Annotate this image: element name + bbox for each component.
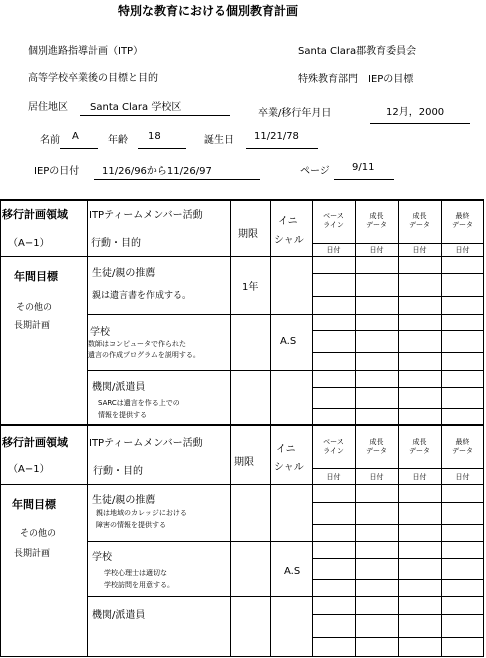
student-parent-title: 生徒/親の推薦 [92,495,156,506]
graduation-date-label: 卒業/移行年月日 [258,108,332,119]
school-title: 学校 [92,552,112,563]
goal-header: 行動・目的 [91,238,141,249]
annual-goal-label: 年間目標 [14,270,58,283]
iep-date-label: IEPの日付 [34,166,80,177]
district-value: Santa Clara 学校区 [90,102,182,113]
district-underline [80,115,230,116]
initial-header-line2: シャル [274,462,304,473]
other-long-term-line1: その他の [20,529,57,539]
deadline-header: 期限 [234,457,254,468]
post-graduation-goals-label: 高等学校卒業後の目標と目的 [28,73,158,84]
school-text-line2: 遺言の作成プログラムを説明する。 [88,351,200,359]
deadline-header: 期限 [238,229,258,240]
birth-date-label: 誕生日 [204,135,234,146]
age-label: 年齢 [108,135,128,146]
annual-goal-label: 年間目標 [12,498,56,511]
school-text-line1: 学校心理士は適切な [104,569,167,577]
student-parent-title: 生徒/親の推薦 [92,268,156,279]
graduation-date-underline [370,123,470,124]
initial-header-line1: イニ [276,444,296,455]
age-underline [138,148,186,149]
iep-date-value: 11/26/96から11/26/97 [102,166,212,177]
iep-date-underline [94,179,260,180]
final-header-line1: 最終 [455,438,470,446]
other-long-term-line2: 長期計画 [14,321,51,331]
student-parent-text-line1: 親は地域のカレッジにおける [96,509,187,517]
growth-header-line1: 成長 [369,438,384,446]
school-text-line1: 数師はコンピュータで作られた [88,340,186,348]
agency-title: 機関/派遣員 [92,610,146,621]
age-value: 18 [148,131,161,142]
baseline-header-line1: ベース [323,438,344,446]
name-value: A [72,131,79,142]
name-label: 名前 [40,135,60,146]
page-label: ページ [300,166,330,177]
growth-header-line1: 成長 [369,212,384,220]
agency-text-line1: SARCは遺言を作る上での [98,399,180,407]
date-header: 日付 [326,473,341,481]
page-underline [334,179,394,180]
area-header: 移行計画領域 [2,208,68,221]
growth2-header-line1: 成長 [412,212,427,220]
baseline-header-line2: ライン [323,447,344,455]
birth-date-value: 11/21/78 [254,131,299,142]
county-label: Santa Clara郡教育委員会 [298,46,417,57]
school-initial: A.S [284,566,301,577]
agency-text-line2: 情報を提供する [98,411,147,419]
activity-header: ITPティームメンバー活動 [89,438,203,449]
area-code: （A−1） [8,464,50,475]
date-header: 日付 [326,246,341,254]
final-header-line2: データ [452,447,473,455]
date-header: 日付 [412,246,427,254]
iep-goals-label: 特殊教育部門 IEPの目標 [298,74,414,85]
document-title: 特別な教育における個別教育計画 [118,4,299,18]
student-parent-text-line2: 障害の情報を提供する [96,521,166,529]
other-long-term-line1: その他の [16,303,53,313]
school-initial: A.S [280,336,297,347]
area-header: 移行計画領域 [2,436,68,449]
district-label: 居住地区 [28,102,68,113]
deadline-value: 1年 [242,282,259,293]
date-header: 日付 [369,473,384,481]
page-value: 9/11 [352,162,375,173]
baseline-header-line2: ライン [323,221,344,229]
goal-header: 行動・目的 [93,466,143,477]
student-parent-text: 親は遺言書を作成する。 [92,291,192,301]
itp-label: 個別進路指導計画（ITP） [28,46,144,57]
area-code: （A−1） [8,238,50,249]
initial-header-line1: イニ [278,216,298,227]
date-header: 日付 [412,473,427,481]
name-underline [60,148,98,149]
baseline-header-line1: ベース [323,212,344,220]
final-header-line2: データ [452,221,473,229]
other-long-term-line2: 長期計画 [14,549,51,559]
graduation-date-value: 12月，2000 [386,107,445,118]
birth-date-underline [246,148,318,149]
date-header: 日付 [369,246,384,254]
date-header: 日付 [455,473,470,481]
growth2-header-line1: 成長 [412,438,427,446]
final-header-line1: 最終 [455,212,470,220]
growth-header-line2: データ [366,447,387,455]
growth-header-line2: データ [366,221,387,229]
growth2-header-line2: データ [409,221,430,229]
school-title: 学校 [90,327,110,338]
growth2-header-line2: データ [409,447,430,455]
activity-header: ITPティームメンバー活動 [89,210,203,221]
agency-title: 機関/派遣員 [92,382,146,393]
initial-header-line2: シャル [274,235,304,246]
school-text-line2: 学校訪問を用意する。 [104,581,174,589]
date-header: 日付 [455,246,470,254]
